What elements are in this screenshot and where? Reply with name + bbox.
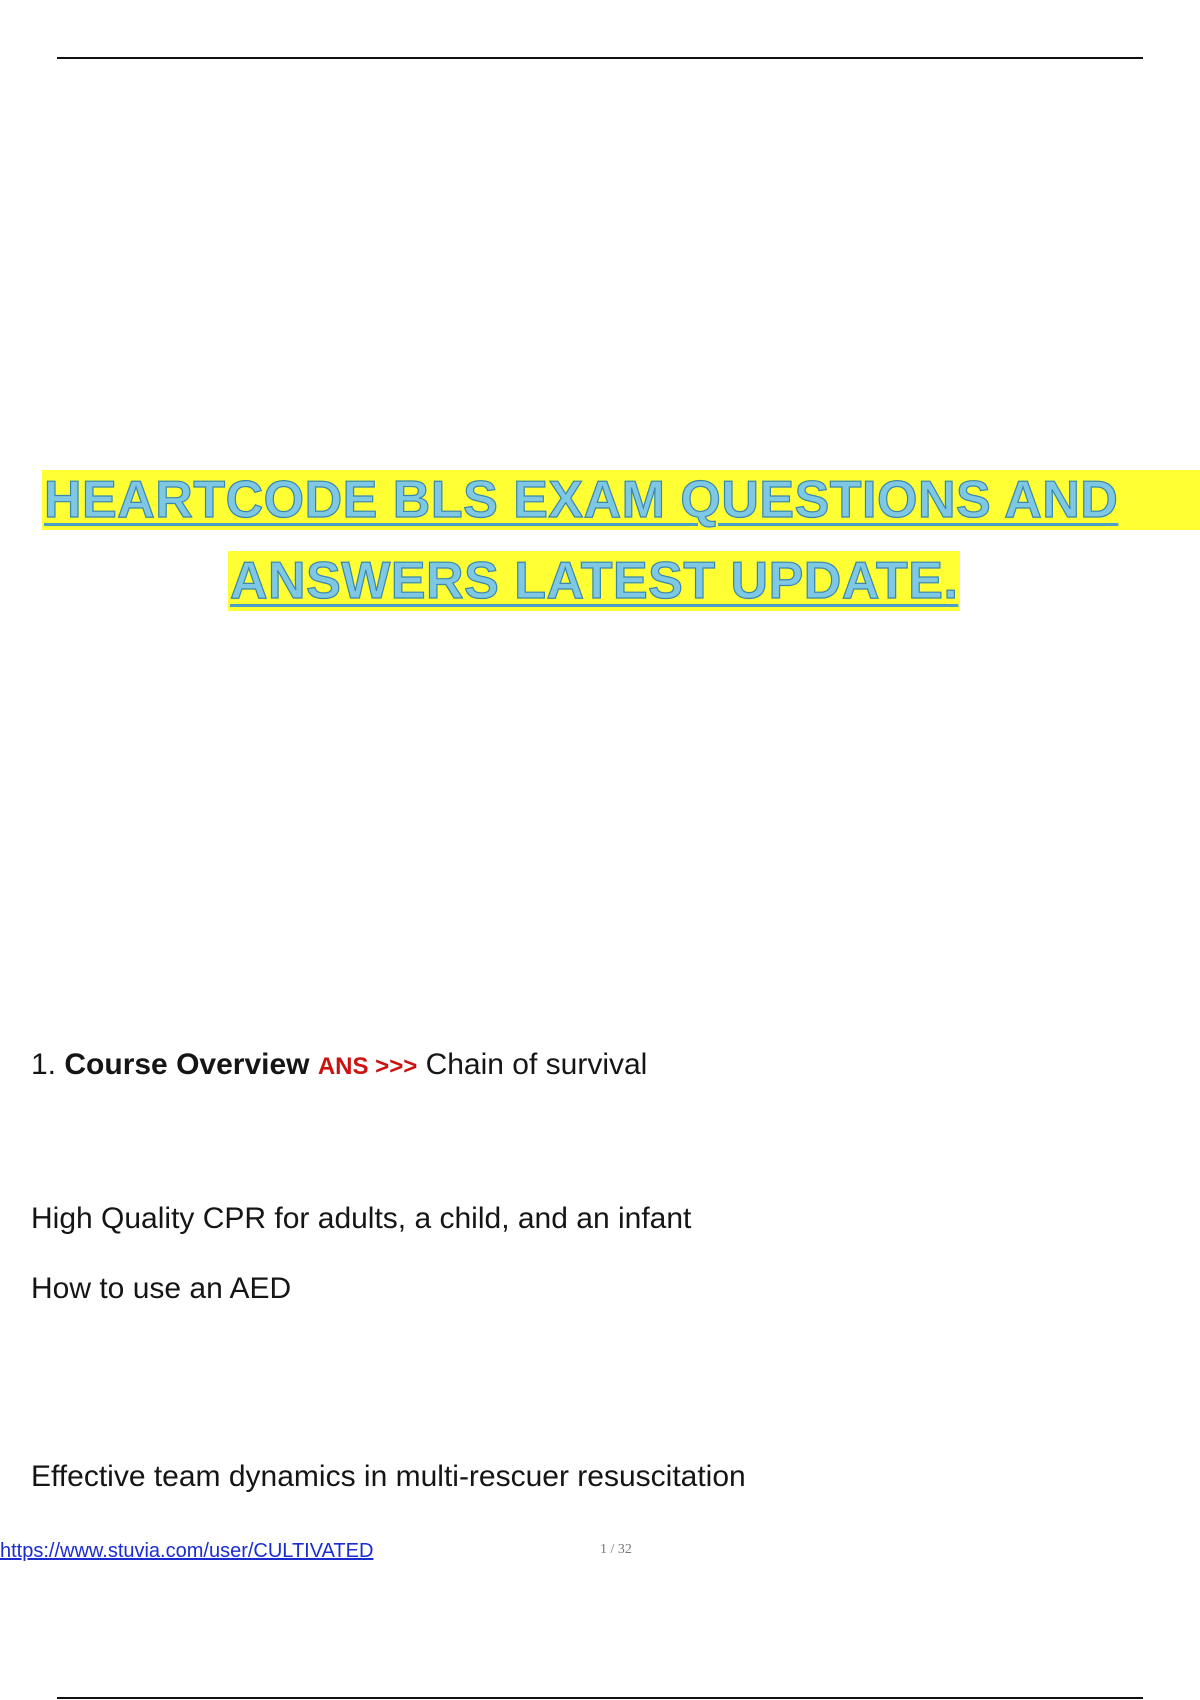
answer-text: Chain of survival	[425, 1048, 648, 1081]
answer-marker: ANS >>>	[317, 1053, 418, 1080]
answer-line: How to use an AED	[31, 1272, 292, 1305]
header-rule	[57, 57, 1143, 59]
answer-line: Effective team dynamics in multi-rescuer resuscitation	[31, 1460, 746, 1493]
question-item	[31, 1047, 647, 1085]
question-number: 1.	[31, 1048, 57, 1081]
footer-rule	[57, 1697, 1143, 1699]
document-title-line-2: ANSWERS LATEST UPDATE.	[230, 552, 959, 610]
answer-line: High Quality CPR for adults, a child, and an infant	[31, 1202, 692, 1235]
document-title-line-1: HEARTCODE BLS EXAM QUESTIONS AND	[42, 470, 1200, 530]
page-number: 1 / 32	[600, 1542, 632, 1557]
question-text: Course Overview	[64, 1048, 310, 1081]
footer-source-link[interactable]: https://www.stuvia.com/user/CULTIVATED	[0, 1540, 374, 1562]
